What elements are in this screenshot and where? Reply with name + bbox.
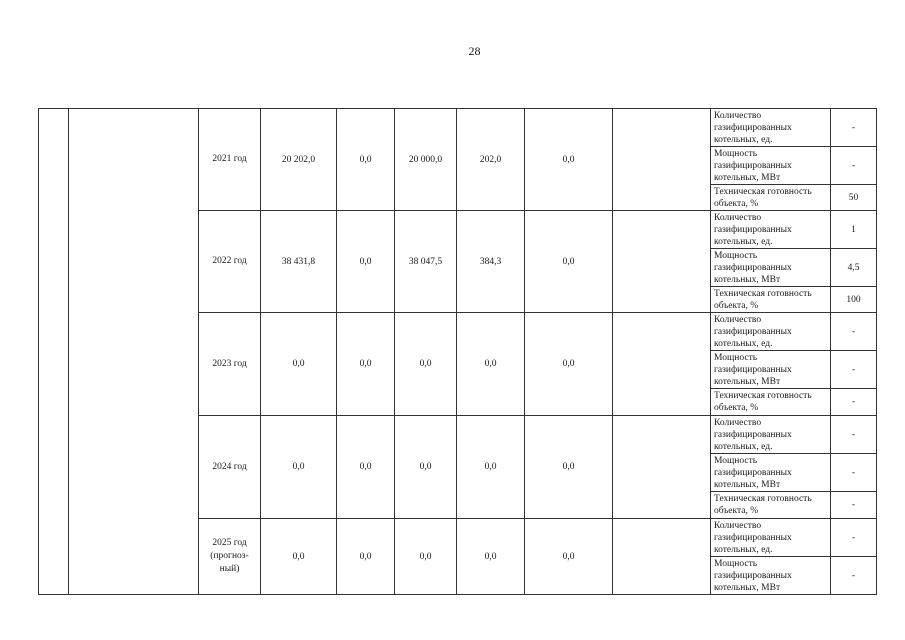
text-line: Мощность — [714, 250, 758, 261]
text-line: котельных, ед. — [714, 544, 773, 555]
text-line: котельных, МВт — [714, 582, 781, 593]
text-line: котельных, ед. — [714, 441, 773, 452]
amount-total: 38 431,8 — [261, 211, 337, 313]
amount-col3: 20 000,0 — [395, 109, 457, 211]
text-line: (прогноз- — [210, 551, 249, 561]
amount-col2: 0,0 — [337, 519, 395, 595]
amount-col2: 0,0 — [337, 211, 395, 313]
indicator-label — [711, 147, 831, 185]
text-line: Техническая готовность — [714, 391, 812, 401]
text-line: Количество — [714, 212, 762, 223]
indicator-value: 1 — [831, 211, 877, 249]
year-cell — [199, 416, 261, 519]
text-line: котельных, МВт — [714, 376, 781, 387]
amount-col5: 0,0 — [525, 109, 613, 211]
amount-total: 0,0 — [261, 313, 337, 416]
text-line: газифицированных — [714, 364, 792, 375]
amount-col3: 0,0 — [395, 416, 457, 519]
indicator-label — [711, 416, 831, 454]
text-line: Количество — [714, 314, 762, 325]
indicator-value: 4,5 — [831, 249, 877, 287]
text-line: котельных, ед. — [714, 236, 773, 247]
indicator-value: - — [831, 313, 877, 351]
number-cell — [39, 109, 69, 595]
text-line: газифицированных — [714, 429, 792, 440]
indicator-label — [711, 454, 831, 492]
year-cell — [199, 211, 261, 313]
text-line: газифицированных — [714, 532, 792, 543]
year-cell — [199, 313, 261, 416]
text-line: Мощность — [714, 455, 758, 466]
text-line: 2025 год — [212, 538, 247, 548]
indicator-label — [711, 313, 831, 351]
amount-col5: 0,0 — [525, 313, 613, 416]
text-line: Мощность — [714, 148, 758, 159]
amount-col4: 384,3 — [457, 211, 525, 313]
indicator-label — [711, 109, 831, 147]
text-line: газифицированных — [714, 262, 792, 273]
text-line: 2023 год — [212, 358, 247, 369]
year-cell — [199, 519, 261, 595]
text-line: ный) — [219, 564, 240, 574]
text-line: 2024 год — [212, 461, 247, 472]
name-cell — [69, 109, 199, 595]
indicator-value: - — [831, 351, 877, 389]
text-line: котельных, МВт — [714, 172, 781, 183]
indicator-value: - — [831, 109, 877, 147]
amount-col2: 0,0 — [337, 416, 395, 519]
indicator-label — [711, 519, 831, 557]
text-line: Количество — [714, 110, 762, 121]
text-line: Мощность — [714, 352, 758, 363]
year-cell — [199, 109, 261, 211]
indicator-label — [711, 351, 831, 389]
text-line: газифицированных — [714, 224, 792, 235]
indicator-value: 100 — [831, 287, 877, 313]
amount-col4: 0,0 — [457, 416, 525, 519]
table-row — [39, 109, 877, 147]
amount-col2: 0,0 — [337, 313, 395, 416]
indicator-label — [711, 389, 831, 416]
empty-cell — [613, 211, 711, 313]
indicator-value: - — [831, 557, 877, 595]
text-line: Мощность — [714, 558, 758, 569]
indicator-value: - — [831, 492, 877, 519]
indicator-value: - — [831, 389, 877, 416]
empty-cell — [613, 313, 711, 416]
indicator-label — [711, 249, 831, 287]
text-line: объекта, % — [714, 506, 759, 516]
indicator-value: - — [831, 416, 877, 454]
indicator-value: - — [831, 519, 877, 557]
indicator-label — [711, 492, 831, 519]
amount-col3: 0,0 — [395, 519, 457, 595]
amount-col3: 0,0 — [395, 313, 457, 416]
text-line: объекта, % — [714, 403, 759, 413]
amount-col3: 38 047,5 — [395, 211, 457, 313]
text-line: объекта, % — [714, 198, 759, 209]
text-line: Техническая готовность — [714, 186, 812, 197]
amount-total: 20 202,0 — [261, 109, 337, 211]
text-line: газифицированных — [714, 122, 792, 133]
indicator-value: - — [831, 147, 877, 185]
amount-col4: 202,0 — [457, 109, 525, 211]
text-line: котельных, МВт — [714, 479, 781, 490]
amount-col4: 0,0 — [457, 313, 525, 416]
text-line: газифицированных — [714, 160, 792, 171]
indicator-value: - — [831, 454, 877, 492]
text-line: Количество — [714, 520, 762, 531]
page-number: 28 — [468, 44, 481, 58]
empty-cell — [613, 109, 711, 211]
text-line: котельных, ед. — [714, 134, 773, 145]
amount-col5: 0,0 — [525, 211, 613, 313]
indicator-label — [711, 211, 831, 249]
text-line: газифицированных — [714, 570, 792, 581]
indicator-label — [711, 185, 831, 211]
amount-total: 0,0 — [261, 416, 337, 519]
text-line: 2022 год — [212, 256, 247, 266]
indicator-value: 50 — [831, 185, 877, 211]
indicator-label — [711, 557, 831, 595]
amount-col4: 0,0 — [457, 519, 525, 595]
text-line: котельных, ед. — [714, 338, 773, 349]
empty-cell — [613, 416, 711, 519]
text-line: газифицированных — [714, 326, 792, 337]
amount-total: 0,0 — [261, 519, 337, 595]
text-line: котельных, МВт — [714, 274, 781, 285]
text-line: Техническая готовность — [714, 288, 812, 299]
text-line: газифицированных — [714, 467, 792, 478]
text-line: объекта, % — [714, 300, 759, 311]
table-body — [39, 109, 877, 595]
amount-col5: 0,0 — [525, 519, 613, 595]
text-line: 2021 год — [212, 154, 247, 164]
empty-cell — [613, 519, 711, 595]
indicator-label — [711, 287, 831, 313]
funding-table — [38, 108, 877, 595]
amount-col2: 0,0 — [337, 109, 395, 211]
text-line: Техническая готовность — [714, 494, 812, 504]
text-line: Количество — [714, 417, 762, 428]
amount-col5: 0,0 — [525, 416, 613, 519]
